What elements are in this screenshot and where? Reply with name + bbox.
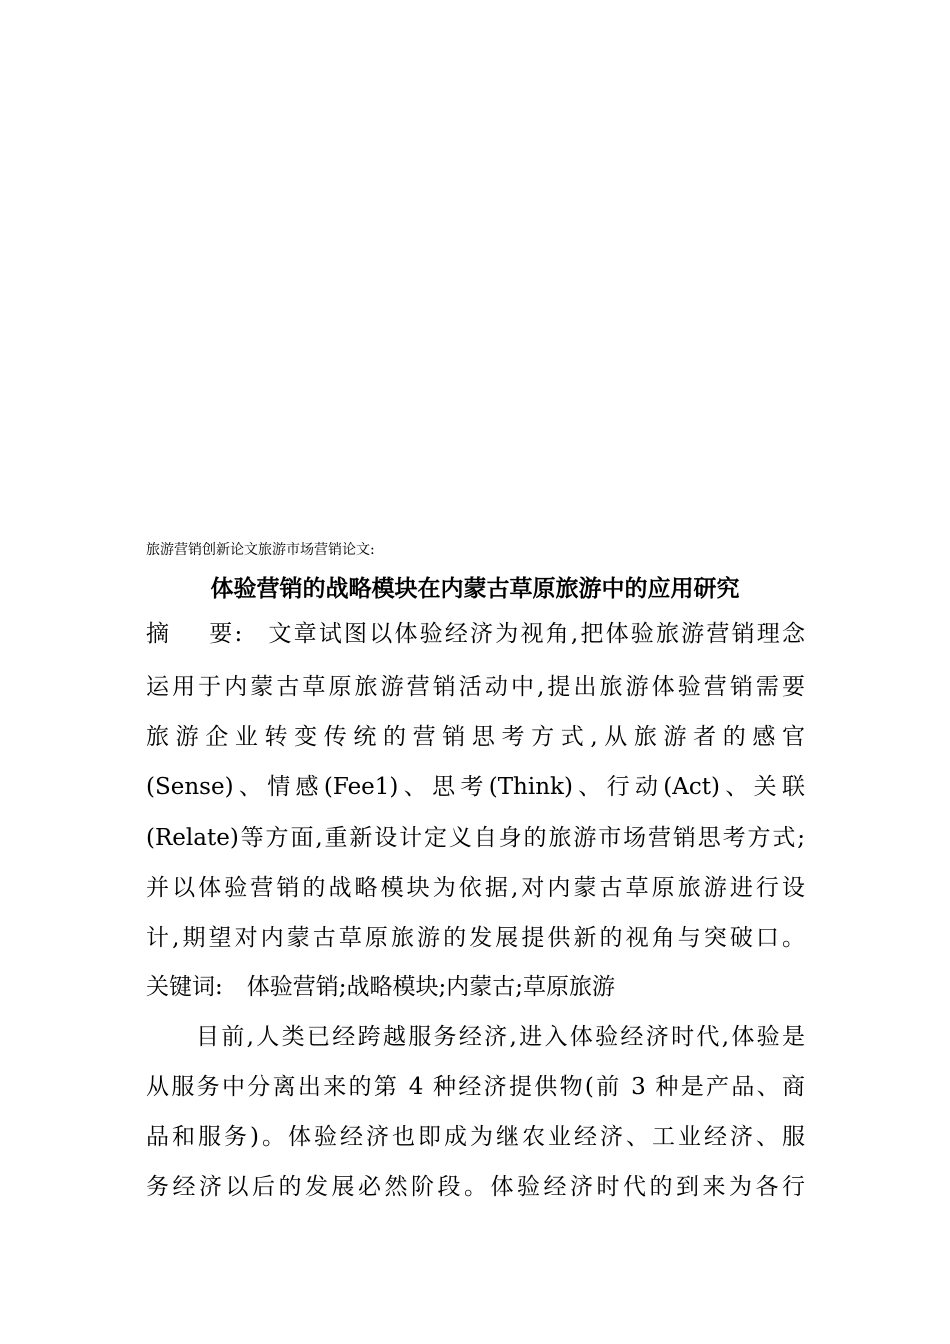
abstract-text: 文章试图以体验经济为视角,把体验旅游营销理念 bbox=[266, 621, 805, 647]
abstract-line: 旅游企业转变传统的营销思考方式,从旅游者的感官 bbox=[146, 724, 805, 750]
abstract-line: (Relate)等方面,重新设计定义自身的旅游市场营销思考方式; bbox=[146, 825, 805, 851]
body-paragraph-line: 目前,人类已经跨越服务经济,进入体验经济时代,体验是 bbox=[196, 1024, 805, 1050]
keywords-value: 体验营销;战略模块;内蒙古;草原旅游 bbox=[246, 974, 615, 1000]
abstract-line: 运用于内蒙古草原旅游营销活动中,提出旅游体验营销需要 bbox=[146, 674, 805, 700]
body-paragraph-line: 品和服务)。体验经济也即成为继农业经济、工业经济、服 bbox=[146, 1124, 805, 1150]
body-paragraph-line: 务经济以后的发展必然阶段。体验经济时代的到来为各行 bbox=[146, 1174, 805, 1200]
abstract-line bbox=[146, 618, 805, 650]
abstract-label: 摘 要: bbox=[146, 621, 243, 647]
abstract-line: (Sense)、情感(Fee1)、思考(Think)、行动(Act)、关联 bbox=[146, 774, 805, 800]
keywords-label: 关键词: bbox=[146, 974, 223, 1000]
abstract-line: 并以体验营销的战略模块为依据,对内蒙古草原旅游进行设 bbox=[146, 875, 805, 901]
article-title: 体验营销的战略模块在内蒙古草原旅游中的应用研究 bbox=[210, 576, 740, 602]
category-label: 旅游营销创新论文旅游市场营销论文: bbox=[146, 542, 375, 558]
abstract-line: 计,期望对内蒙古草原旅游的发展提供新的视角与突破口。 bbox=[146, 925, 805, 951]
body-paragraph-line: 从服务中分离出来的第 4 种经济提供物(前 3 种是产品、商 bbox=[146, 1074, 805, 1100]
keywords-line bbox=[146, 971, 805, 1003]
